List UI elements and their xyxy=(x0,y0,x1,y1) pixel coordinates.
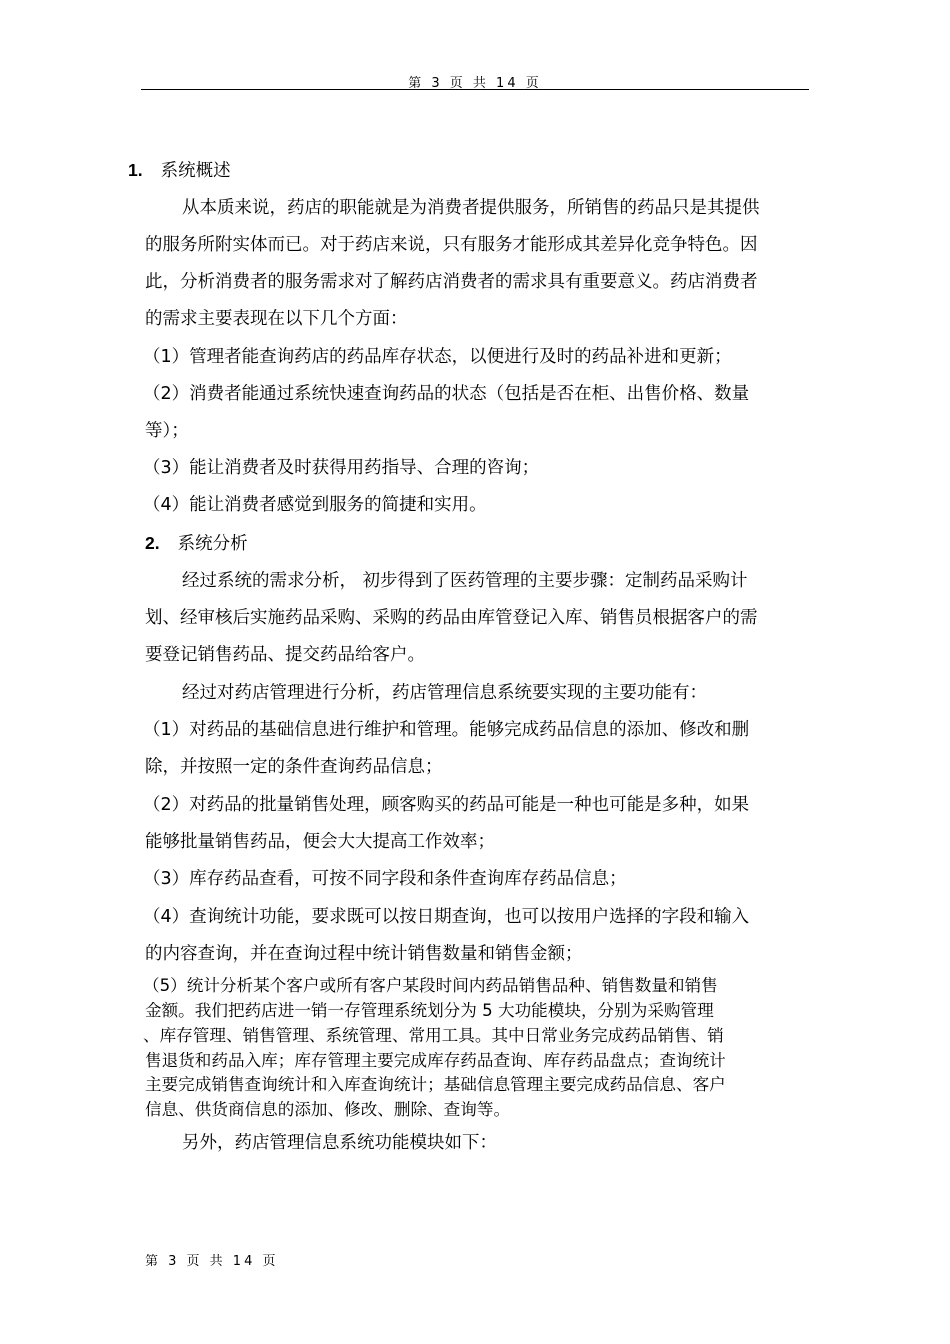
s2-item-4-line-2: 的内容查询，并在查询过程中统计销售数量和销售金额； xyxy=(145,944,583,964)
s2-para1-line-1: 经过系统的需求分析， 初步得到了医药管理的主要步骤：定制药品采购计 xyxy=(182,571,748,591)
s2-item-5-line-4: 售退货和药品入库；库存管理主要完成库存药品查询、库存药品盘点；查询统计 xyxy=(145,1051,726,1070)
s2-closing: 另外，药店管理信息系统功能模块如下： xyxy=(182,1133,497,1153)
page-footer: 第 3 页 共 14 页 xyxy=(145,1254,279,1269)
s2-para1-line-2: 划、经审核后实施药品采购、采购的药品由库管登记入库、销售员根据客户的需 xyxy=(145,608,758,628)
section-2-title: 系统分析 xyxy=(177,534,248,554)
section-2-heading xyxy=(145,531,248,556)
s1-para1-line-3: 此，分析消费者的服务需求对了解药店消费者的需求具有重要意义。药店消费者 xyxy=(145,272,758,292)
s2-item-5-line-6: 信息、供货商信息的添加、修改、删除、查询等。 xyxy=(145,1100,511,1119)
s2-item-5-line-5: 主要完成销售查询统计和入库查询统计；基础信息管理主要完成药品信息、客户 xyxy=(145,1075,726,1094)
s2-item-2-line-2: 能够批量销售药品，便会大大提高工作效率； xyxy=(145,832,495,852)
s2-item-1-line-2: 除，并按照一定的条件查询药品信息； xyxy=(145,757,443,777)
section-2-number: 2. xyxy=(145,533,160,553)
s2-item-4-line-1: （4）查询统计功能，要求既可以按日期查询，也可以按用户选择的字段和输入 xyxy=(143,907,750,927)
header-rule xyxy=(141,89,809,90)
s2-para1-line-3: 要登记销售药品、提交药品给客户。 xyxy=(145,645,425,665)
s1-item-3: （3）能让消费者及时获得用药指导、合理的咨询； xyxy=(143,458,540,478)
s1-para1-line-1: 从本质来说，药店的职能就是为消费者提供服务，所销售的药品只是其提供 xyxy=(182,198,760,218)
s2-item-3: （3）库存药品查看，可按不同字段和条件查询库存药品信息； xyxy=(143,869,627,889)
page-header: 第 3 页 共 14 页 xyxy=(408,76,542,91)
s1-para1-line-2: 的服务所附实体而已。对于药店来说，只有服务才能形成其差异化竞争特色。因 xyxy=(145,235,758,255)
s2-item-5-line-2: 金额。我们把药店进一销一存管理系统划分为 5 大功能模块，分别为采购管理 xyxy=(145,1001,714,1020)
s2-para2: 经过对药店管理进行分析，药店管理信息系统要实现的主要功能有： xyxy=(182,683,707,703)
s2-item-5-line-3: 、库存管理、销售管理、系统管理、常用工具。其中日常业务完成药品销售、销 xyxy=(143,1026,724,1045)
section-1-title: 系统概述 xyxy=(160,161,231,181)
s2-item-5-line-1: （5）统计分析某个客户或所有客户某段时间内药品销售品种、销售数量和销售 xyxy=(143,976,718,995)
s1-item-2-line-1: （2）消费者能通过系统快速查询药品的状态（包括是否在柜、出售价格、数量 xyxy=(143,384,750,404)
section-1-heading xyxy=(128,158,231,183)
section-1-number: 1. xyxy=(128,160,143,180)
s2-item-1-line-1: （1）对药品的基础信息进行维护和管理。能够完成药品信息的添加、修改和删 xyxy=(143,720,750,740)
s1-item-4: （4）能让消费者感觉到服务的简捷和实用。 xyxy=(143,495,487,515)
s2-item-2-line-1: （2）对药品的批量销售处理，顾客购买的药品可能是一种也可能是多种，如果 xyxy=(143,795,750,815)
s1-item-2-line-2: 等）； xyxy=(145,421,189,441)
s1-item-1: （1）管理者能查询药店的药品库存状态，以便进行及时的药品补进和更新； xyxy=(143,347,732,367)
s1-para1-line-4: 的需求主要表现在以下几个方面： xyxy=(145,309,408,329)
